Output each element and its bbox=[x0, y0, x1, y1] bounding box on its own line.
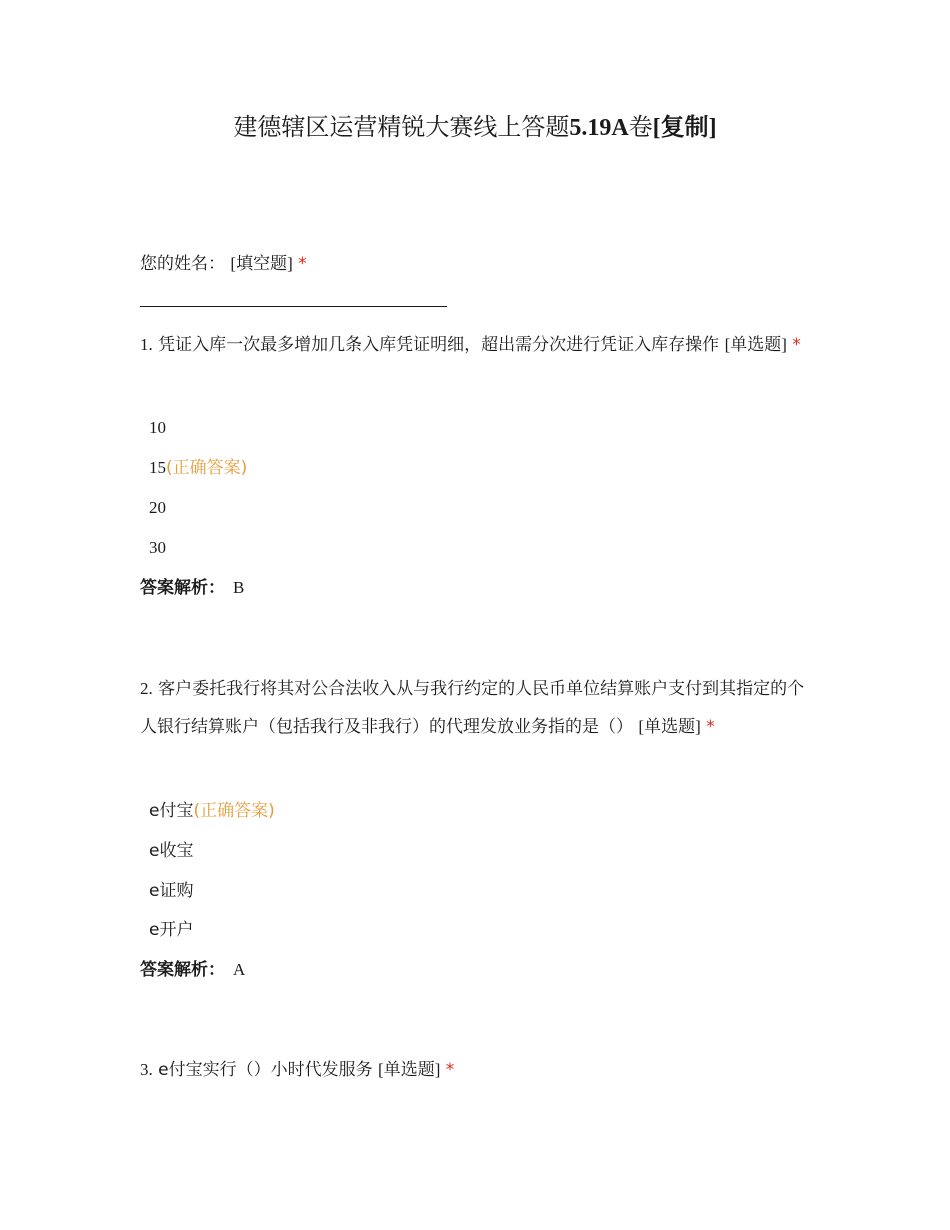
question-text: 客户委托我行将其对公合法收入从与我行约定的人民币单位结算账户支付到其指定的个人银行结算账户（包括我行及非我行）的代理发放业务指的是（） bbox=[140, 679, 805, 737]
title-suffix: 卷 bbox=[628, 113, 653, 141]
option-2-c[interactable]: e证购 bbox=[149, 881, 194, 901]
question-number: 3. bbox=[140, 1060, 153, 1079]
question-type: [单选题] bbox=[638, 717, 701, 736]
answer-value: B bbox=[233, 578, 245, 597]
name-input-line[interactable] bbox=[140, 306, 447, 307]
option-1-b[interactable]: 15(正确答案) bbox=[149, 458, 248, 478]
option-2-a[interactable]: e付宝(正确答案) bbox=[149, 801, 275, 821]
option-1-d[interactable]: 30 bbox=[149, 538, 166, 557]
name-question bbox=[140, 245, 820, 283]
question-type: [单选题] bbox=[378, 1060, 441, 1079]
question-text: e付宝实行（）小时代发服务 bbox=[158, 1060, 373, 1080]
option-2-d[interactable]: e开户 bbox=[149, 920, 194, 940]
option-1-c[interactable]: 20 bbox=[149, 498, 166, 517]
question-1 bbox=[140, 326, 820, 364]
title-code: 5.19A bbox=[569, 115, 629, 141]
option-1-a[interactable]: 10 bbox=[149, 418, 166, 437]
name-type: [填空题] bbox=[230, 254, 293, 273]
answer-value: A bbox=[233, 960, 246, 979]
required-mark: * bbox=[706, 717, 715, 737]
required-mark: * bbox=[445, 1060, 455, 1080]
page-title bbox=[0, 110, 950, 145]
title-prefix: 建德辖区运营精锐大赛线上答题 bbox=[233, 113, 570, 141]
answer-label: 答案解析： bbox=[140, 578, 225, 598]
question-number: 1. bbox=[140, 335, 153, 354]
question-type: [单选题] bbox=[724, 335, 787, 354]
answer-label: 答案解析： bbox=[140, 960, 225, 980]
question-number: 2. bbox=[140, 679, 153, 698]
question-2 bbox=[140, 670, 820, 746]
answer-analysis-2 bbox=[140, 958, 245, 982]
title-bracket: [复制] bbox=[652, 115, 717, 141]
correct-answer-tag: (正确答案) bbox=[166, 458, 248, 478]
answer-analysis-1 bbox=[140, 576, 244, 600]
question-text: 凭证入库一次最多增加几条入库凭证明细，超出需分次进行凭证入库存操作 bbox=[158, 335, 720, 355]
name-label: 您的姓名： bbox=[140, 254, 225, 274]
required-mark: * bbox=[298, 254, 307, 274]
required-mark: * bbox=[792, 335, 801, 355]
correct-answer-tag: (正确答案) bbox=[193, 801, 275, 821]
question-3 bbox=[140, 1051, 820, 1089]
option-2-b[interactable]: e收宝 bbox=[149, 841, 194, 861]
